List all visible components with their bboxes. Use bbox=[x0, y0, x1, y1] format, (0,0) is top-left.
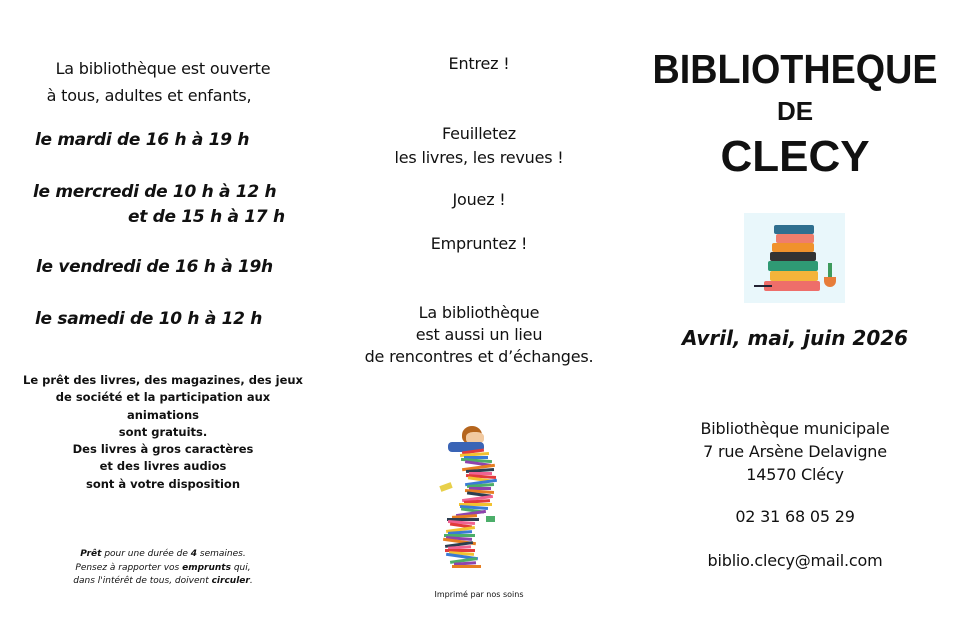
loan-note-line: dans l'intérêt de tous, doivent circuler. bbox=[73, 576, 253, 586]
title-line-1: BIBLIOTHEQUE bbox=[652, 46, 938, 92]
address bbox=[632, 417, 958, 486]
intro-line: La bibliothèque est ouverte bbox=[55, 59, 271, 78]
hours-friday: le vendredi de 16 h à 19h bbox=[36, 257, 273, 277]
meeting-line: est aussi un lieu bbox=[415, 325, 543, 344]
info-line: animations bbox=[126, 407, 199, 422]
browse-line: Feuilletez bbox=[441, 124, 516, 143]
stacked-book bbox=[452, 565, 481, 568]
info-line: de société et la participation aux bbox=[55, 390, 271, 405]
address-line: Bibliothèque municipale bbox=[700, 419, 890, 438]
info-line: et des livres audios bbox=[99, 459, 227, 474]
hours-tuesday: le mardi de 16 h à 19 h bbox=[35, 130, 250, 150]
info-line: sont à votre disposition bbox=[85, 476, 241, 491]
title-line-3: CLECY bbox=[720, 132, 870, 181]
phone-number: 02 31 68 05 29 bbox=[735, 507, 855, 526]
address-line: 7 rue Arsène Delavigne bbox=[703, 442, 887, 461]
info-line: Des livres à gros caractères bbox=[72, 442, 254, 457]
browse-text bbox=[326, 122, 632, 170]
opening-intro bbox=[0, 55, 326, 109]
meeting-text bbox=[326, 302, 632, 368]
info-line: Le prêt des livres, des magazines, des jeux bbox=[23, 373, 303, 387]
loan-note-line: Pensez à rapporter vos emprunts qui, bbox=[75, 562, 251, 573]
browse-line: les livres, les revues ! bbox=[394, 148, 564, 167]
title-line-2: DE bbox=[776, 96, 814, 126]
email-address[interactable]: biblio.clecy@mail.com bbox=[707, 551, 883, 570]
enter-text: Entrez ! bbox=[448, 54, 510, 73]
period: Avril, mai, juin 2026 bbox=[681, 326, 909, 350]
borrow-text: Empruntez ! bbox=[430, 234, 528, 253]
loan-note bbox=[0, 548, 326, 589]
loan-note-line: Prêt pour une durée de 4 semaines. bbox=[80, 549, 246, 559]
boy-book-stack-illustration bbox=[438, 424, 518, 569]
meeting-line: La bibliothèque bbox=[418, 303, 540, 322]
meeting-line: de rencontres et d’échanges. bbox=[364, 347, 594, 366]
info-line: sont gratuits. bbox=[118, 424, 208, 439]
hours-wednesday-2: et de 15 h à 17 h bbox=[128, 207, 285, 227]
address-line: 14570 Clécy bbox=[746, 465, 844, 484]
printed-note: Imprimé par nos soins bbox=[434, 590, 524, 599]
play-text: Jouez ! bbox=[452, 190, 506, 209]
hours-saturday: le samedi de 10 h à 12 h bbox=[35, 309, 263, 329]
intro-line: à tous, adultes et enfants, bbox=[46, 86, 252, 105]
hours-wednesday: le mercredi de 10 h à 12 h bbox=[33, 182, 277, 202]
free-services-info bbox=[0, 372, 326, 493]
books-illustration bbox=[744, 213, 845, 303]
